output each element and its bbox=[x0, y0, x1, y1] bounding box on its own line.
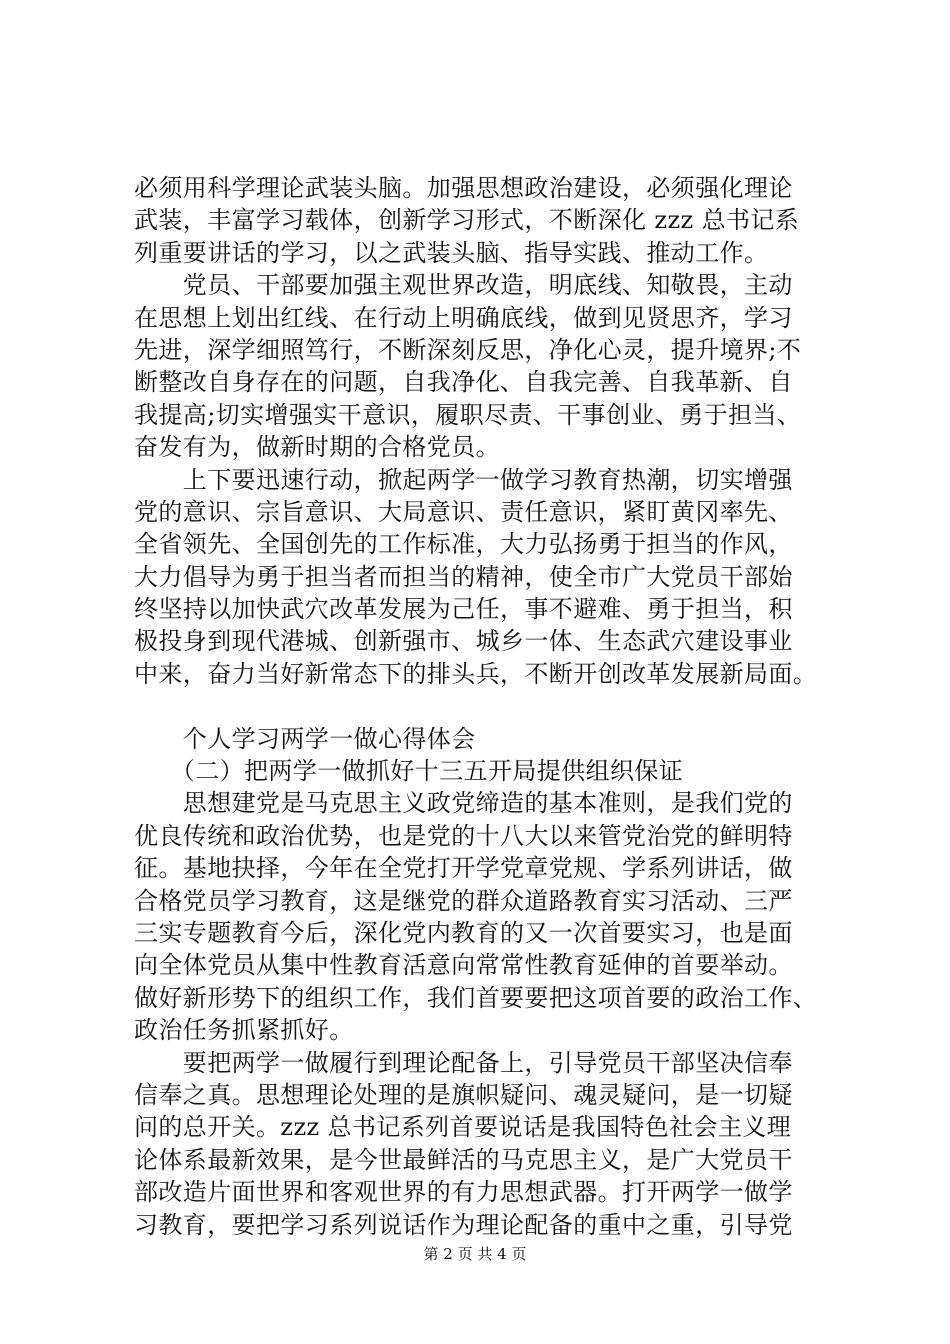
text-line: 部改造片面世界和客观世界的有力思想武器。打开两学一做学 bbox=[134, 1178, 793, 1207]
text-line: 信奉之真。思想理论处理的是旗帜疑问、魂灵疑问，是一切疑 bbox=[134, 1080, 793, 1109]
text-line: 奋发有为，做新时期的合格党员。 bbox=[134, 433, 500, 462]
text-line: 大力倡导为勇于担当者而担当的精神，使全市广大党员干部始 bbox=[134, 562, 793, 591]
text-line: 中来，奋力当好新常态下的排头兵，不断开创改革发展新局面。 bbox=[134, 659, 818, 688]
text-line: 做好新形势下的组织工作，我们首要要把这项首要的政治工作、 bbox=[134, 983, 818, 1012]
text-line: 党员、干部要加强主观世界改造，明底线、知敬畏，主动 bbox=[134, 271, 793, 300]
text-line: 优良传统和政治优势，也是党的十八大以来管党治党的鲜明特 bbox=[134, 821, 793, 850]
text-line: 三实专题教育今后，深化党内教育的又一次首要实习，也是面 bbox=[134, 918, 793, 947]
text-line: 问的总开关。zzz 总书记系列首要说话是我国特色社会主义理 bbox=[134, 1113, 792, 1142]
text-line: 论体系最新效果，是今世最鲜活的马克思主义，是广大党员干 bbox=[134, 1145, 793, 1174]
text-line: 合格党员学习教育，这是继党的群众道路教育实习活动、三严 bbox=[134, 886, 793, 915]
text-line: 在思想上划出红线、在行动上明确底线，做到见贤思齐，学习 bbox=[134, 303, 793, 332]
text-line: 我提高;切实增强实干意识，履职尽责、干事创业、勇于担当、 bbox=[134, 400, 802, 429]
section-subtitle: （二）把两学一做抓好十三五开局提供组织保证 bbox=[134, 757, 684, 786]
section-title: 个人学习两学一做心得体会 bbox=[134, 724, 476, 753]
text-line: 断整改自身存在的问题，自我净化、自我完善、自我革新、自 bbox=[134, 368, 793, 397]
text-line: 上下要迅速行动，掀起两学一做学习教育热潮，切实增强 bbox=[134, 465, 793, 494]
document-body bbox=[134, 172, 824, 1241]
text-line: 征。基地抉择，今年在全党打开学党章党规、学系列讲话，做 bbox=[134, 854, 793, 883]
page-footer: 第 2 页 共 4 页 bbox=[423, 1245, 527, 1263]
text-line: 先进，深学细照笃行，不断深刻反思，净化心灵，提升境界;不 bbox=[134, 335, 802, 364]
text-line: 习教育，要把学习系列说话作为理论配备的重中之重，引导党 bbox=[134, 1210, 793, 1239]
text-line: 政治任务抓紧抓好。 bbox=[134, 1016, 354, 1045]
text-line: 要把两学一做履行到理论配备上，引导党员干部坚决信奉 bbox=[134, 1048, 793, 1077]
blank-line bbox=[134, 690, 824, 722]
text-line: 终坚持以加快武穴改革发展为己任，事不避难、勇于担当，积 bbox=[134, 595, 793, 624]
text-line: 向全体党员从集中性教育活意向常常性教育延伸的首要举动。 bbox=[134, 951, 793, 980]
text-line: 武装，丰富学习载体，创新学习形式，不断深化 zzz 总书记系 bbox=[134, 206, 800, 235]
text-line: 党的意识、宗旨意识、大局意识、责任意识，紧盯黄冈率先、 bbox=[134, 497, 793, 526]
text-line: 列重要讲话的学习，以之武装头脑、指导实践、推动工作。 bbox=[134, 238, 769, 267]
text-line: 极投身到现代港城、创新强市、城乡一体、生态武穴建设事业 bbox=[134, 627, 793, 656]
text-line: 全省领先、全国创先的工作标准，大力弘扬勇于担当的作风， bbox=[134, 530, 793, 559]
text-line: 思想建党是马克思主义政党缔造的基本准则，是我们党的 bbox=[134, 789, 793, 818]
text-line: 必须用科学理论武装头脑。加强思想政治建设，必须强化理论 bbox=[134, 174, 793, 202]
